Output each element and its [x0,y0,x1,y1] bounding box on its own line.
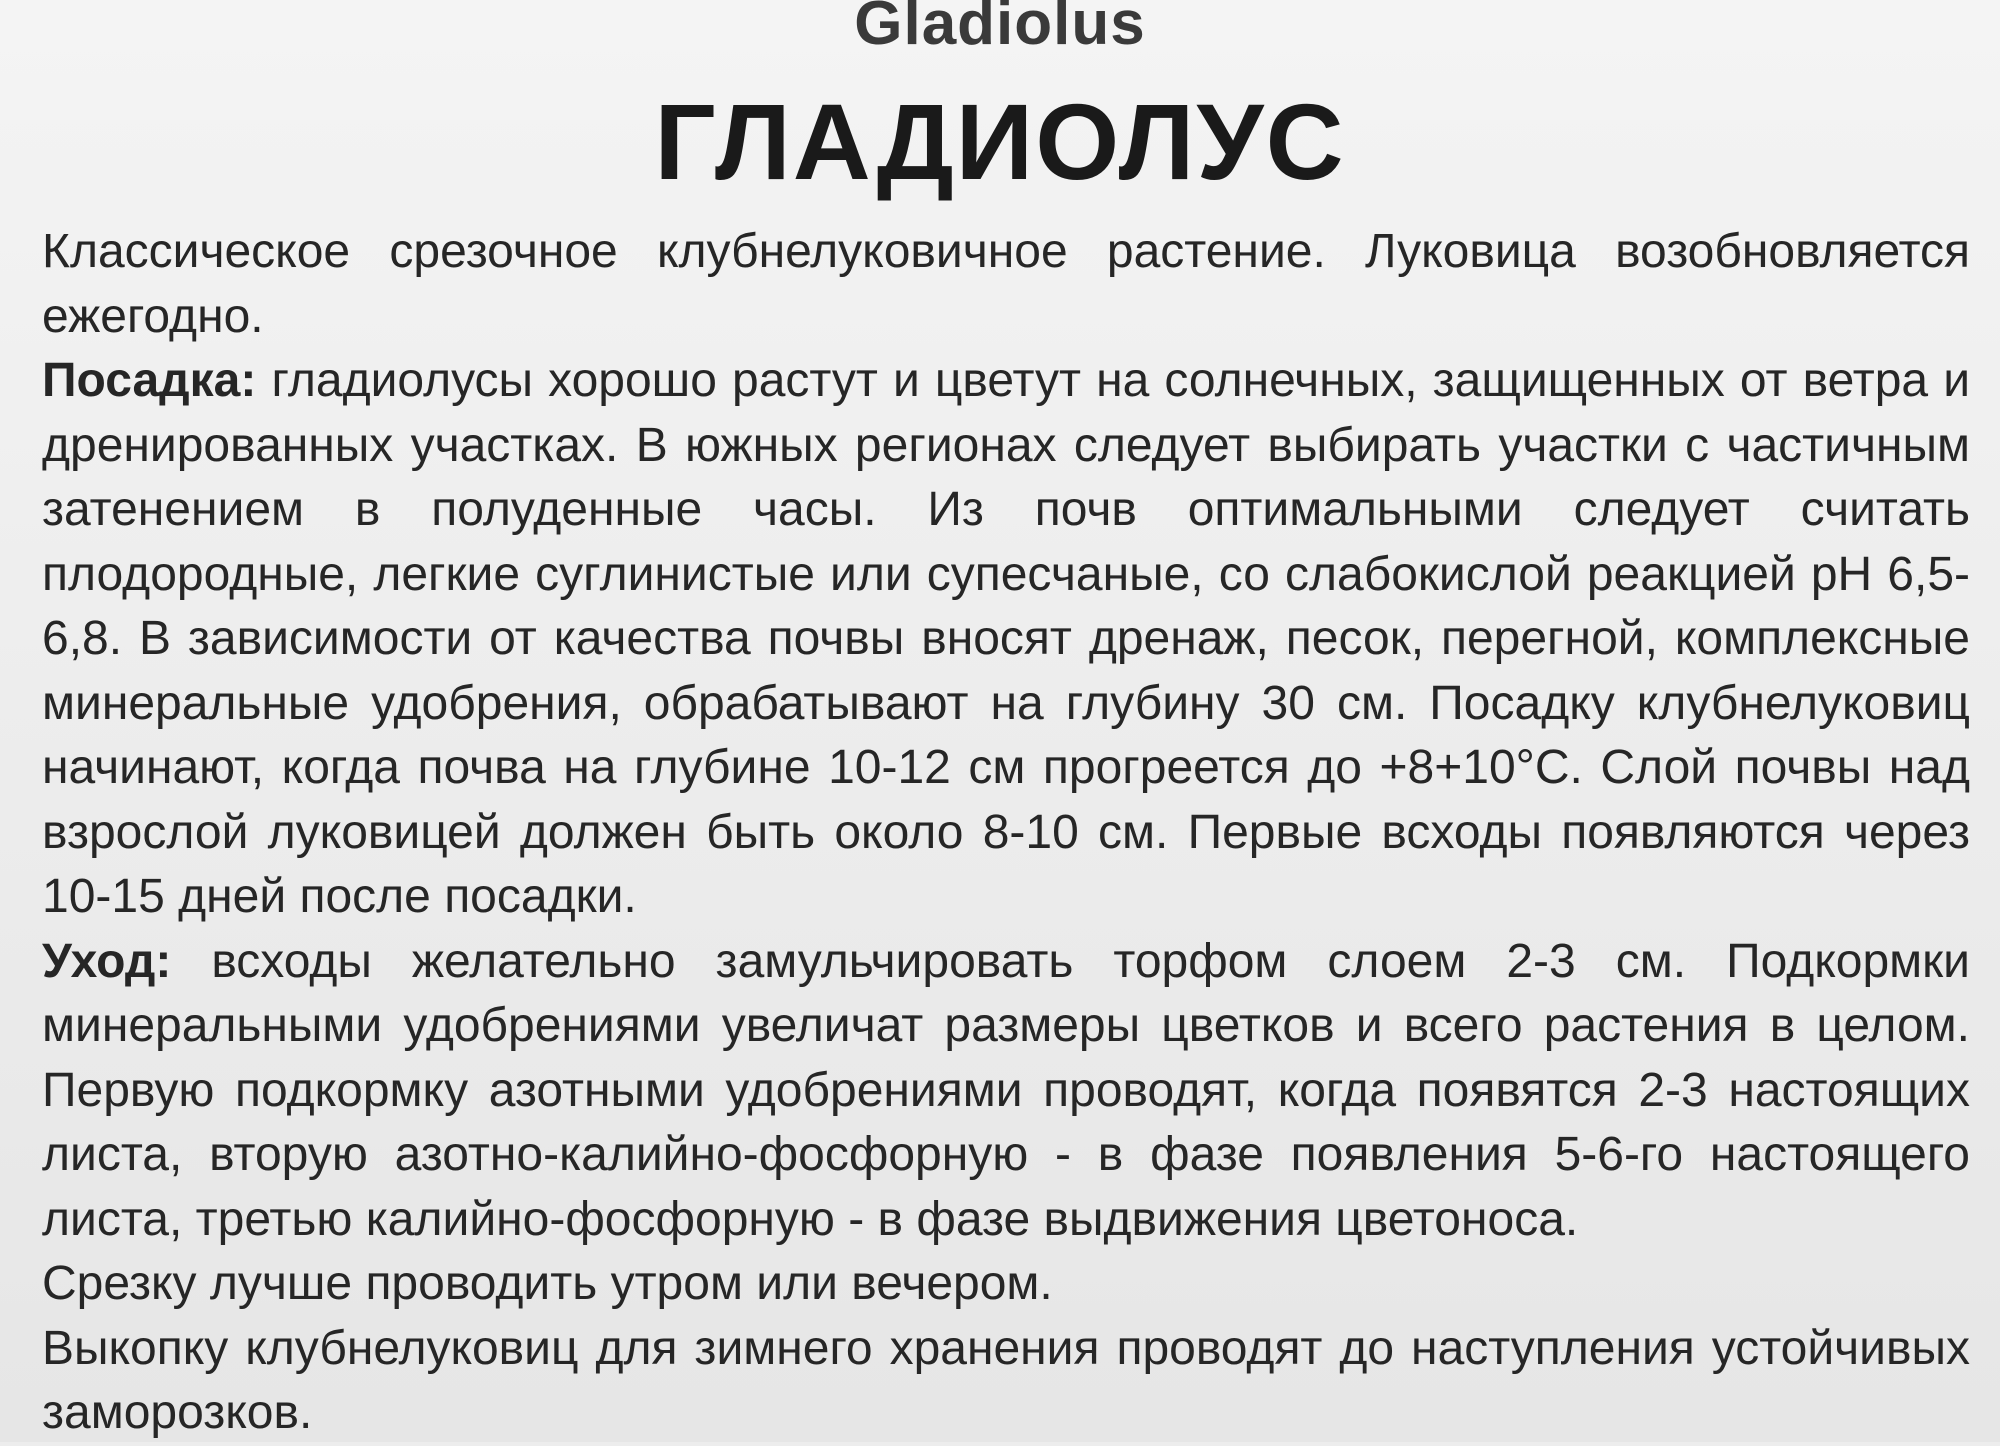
planting-label: Посадка: [42,354,257,407]
page-title: ГЛАДИОЛУС [654,81,1346,202]
latin-name: Gladiolus [854,0,1146,58]
care-text: всходы желательно замульчировать торфом слоем 2-3 см. Подкормки минеральными удобрениями увеличат размеры цветков и всего растения в целом. Первую подкормку азотными удобрениями проводят, когда появятся 2-3 настоящих листа, вторую азотно-калийно-фосфорную - в фазе появления 5-6-го настоящего листа, третью калийно-фосфорную - в фазе выдвижения цветоноса. [42,934,1970,1246]
planting-text: гладиолусы хорошо растут и цветут на солнечных, защищенных от ветра и дренированных участках. В южных регионах следует выбирать участки с частичным затенением в полуденные часы. Из почв оптимальными следует считать плодородные, легкие суглинистые или супесчаные, со слабокислой реакцией pH 6,5-6,8. В зависимости от качества почвы вносят дренаж, песок, перегной, комплексные минеральные удобрения, обрабатывают на глубину 30 см. Посадку клубнелуковиц начинают, когда почва на глубине 10-12 см прогреется до +8+10°С. Слой почвы над взрослой луковицей должен быть около 8-10 см. Первые всходы появляются через 10-15 дней после посадки. [42,354,1970,923]
description-body [42,220,1970,1446]
planting-paragraph [42,349,1970,930]
digging-paragraph: Выкопку клубнелуковиц для зимнего хранения проводят до наступления устойчивых заморозков. [42,1321,1970,1439]
cutting-paragraph: Срезку лучше проводить утром или вечером. [42,1257,1053,1310]
care-paragraph [42,930,1970,1253]
care-label: Уход: [42,934,172,988]
intro-paragraph: Классическое срезочное клубнелуковичное растение. Луковица возобновляется ежегодно. [42,225,1970,343]
